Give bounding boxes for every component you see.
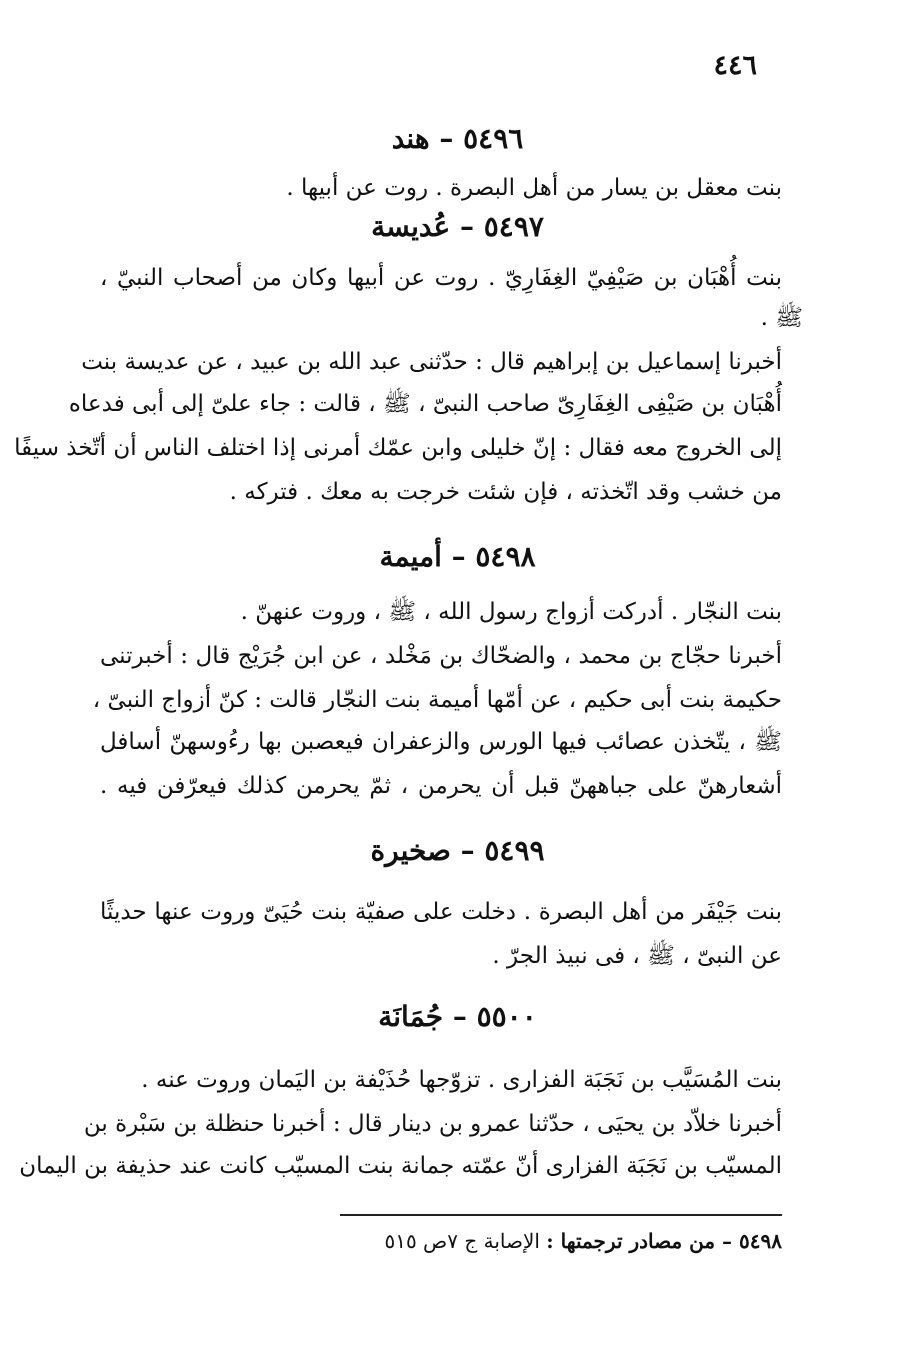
entry-text-line: بنت معقل بن يسار من أهل البصرة . روت عن أبيها . [286, 175, 782, 201]
entry-text-line: أخبرنا إسماعيل بن إبراهيم قال : حدّثنى عبد الله بن عبيد ، عن عديسة بنت [81, 349, 782, 375]
entry-title: ٥٤٩٨ – أميمة [379, 540, 536, 573]
entry-text-line: ﷺ ، يتّخذن عصائب فيها الورس والزعفران فيعصبن بها رءُوسهنّ أسافل [100, 729, 782, 755]
entry-title: ٥٤٩٩ – صخيرة [370, 834, 545, 867]
entry-text-line: إلى الخروج معه فقال : إنّ خليلى وابن عمّك أمرنى إذا اختلف الناس أن أتّخذ سيفًا [14, 435, 782, 461]
entry-title: ٥٤٩٦ – هند [391, 122, 524, 155]
entry-text-line: بنت أُهْبَان بن صَيْفِيّ الغِفَارِيّ . روت عن أبيها وكان من أصحاب النبيّ ، [100, 265, 782, 291]
entry-text-line: أخبرنا خلاّد بن يحيَى ، حدّثنا عمرو بن دينار قال : أخبرنا حنظلة بن سَبْرة بن [83, 1111, 782, 1137]
entry-text-line: حكيمة بنت أبى حكيم ، عن أمّها أميمة بنت النجّار قالت : كنّ أزواج النبىّ ، [92, 687, 782, 713]
footnote-label: ٥٤٩٨ – من مصادر ترجمتها : [546, 1229, 782, 1253]
entry-text-line: من خشب وقد اتّخذته ، فإن شئت خرجت به معك . فتركه . [229, 479, 782, 505]
entry-text-line: بنت النجّار . أدركت أزواج رسول الله ، ﷺ ، وروت عنهنّ . [240, 599, 782, 625]
entry-text-line: عن النبىّ ، ﷺ ، فى نبيذ الجرّ . [492, 943, 782, 969]
entry-text-line: أُهْبَان بن صَيْفِى الغِفَارِىّ صاحب النبىّ ، ﷺ ، قالت : جاء علىّ إلى أبى فدعاه [68, 391, 782, 417]
entry-text-line: المسيّب بن نَجَبَة الفزارى أنّ عمّته جمانة بنت المسيّب كانت عند حذيفة بن اليمان [19, 1153, 782, 1179]
entry-text-line: ﷺ . [760, 305, 803, 331]
entry-text-line: بنت المُسَيَّب بن نَجَبَة الفزارى . تزوّجها حُذَيْفة بن اليَمان وروت عنه . [141, 1067, 782, 1093]
page-number: ٤٤٦ [713, 50, 757, 81]
entry-text-line: أخبرنا حجّاج بن محمد ، والضحّاك بن مَخْلد ، عن ابن جُرَيْج قال : أخبرتنى [100, 643, 782, 669]
entry-text-line: أشعارهنّ على جباههنّ قبل أن يحرمن ، ثمّ يحرمن كذلك فيعرّفن فيه . [100, 773, 782, 799]
footnote-divider [340, 1214, 782, 1216]
entry-title: ٥٤٩٧ – عُديسة [371, 210, 544, 243]
footnote [384, 1226, 782, 1256]
entry-text-line: بنت جَيْفَر من أهل البصرة . دخلت على صفيّة بنت حُيَىّ وروت عنها حديثًا [100, 899, 782, 925]
entry-title: ٥٥٠٠ – جُمَانَة [378, 1000, 537, 1033]
footnote-text: الإصابة ج ٧ص ٥١٥ [384, 1229, 540, 1253]
